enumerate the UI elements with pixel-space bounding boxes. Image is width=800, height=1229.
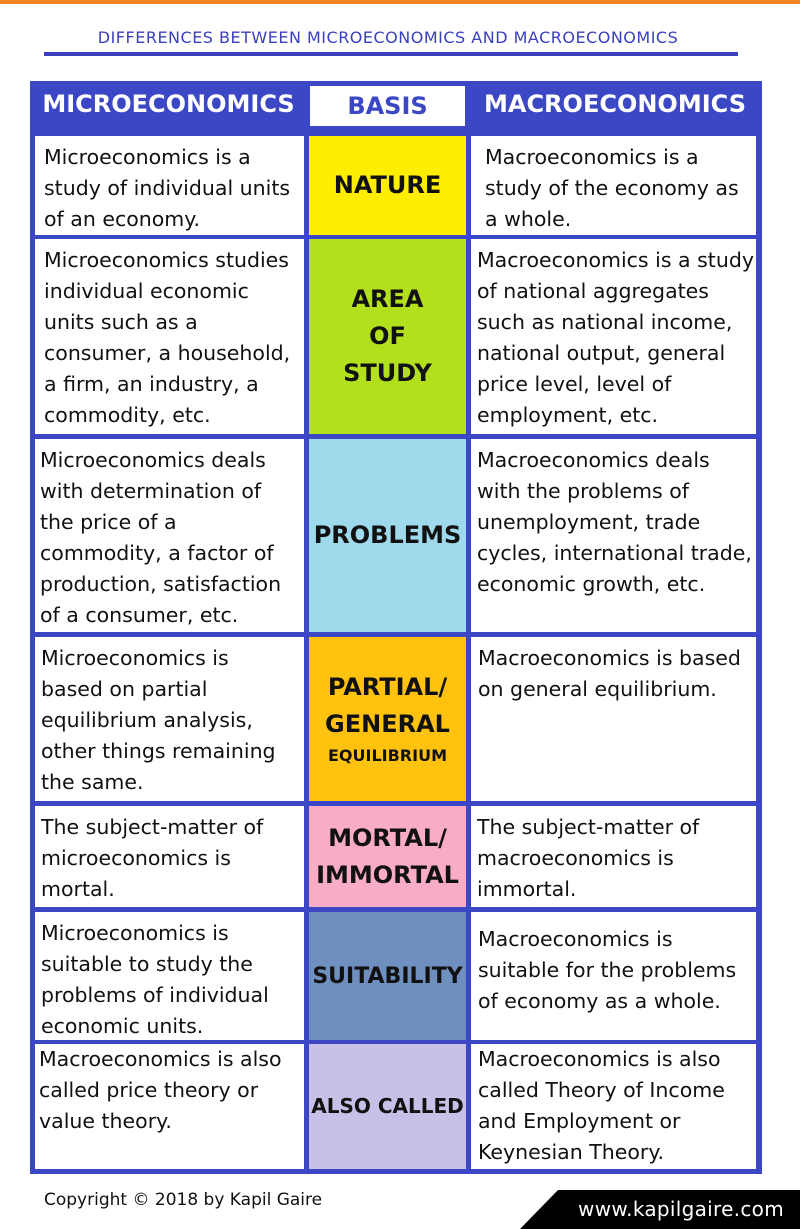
basis-cell-suitability <box>309 912 466 1040</box>
basis-cell-problems <box>309 439 466 632</box>
macro-cell-equilibrium: Macroeconomics is based on general equilibrium. <box>471 637 756 801</box>
macro-cell-nature: Macroeconomics is a study of the economy as a whole. <box>471 136 756 235</box>
basis-label-equilibrium: PARTIAL/ GENERAL <box>325 673 450 738</box>
macro-cell-area-of-study: Macroeconomics is a study of national aggregates such as national income, national output, general price level, level of employment, etc. <box>471 239 756 434</box>
macro-cell-suitability: Macroeconomics is suitable for the problems of economy as a whole. <box>471 912 756 1040</box>
basis-sublabel-equilibrium: EQUILIBRIUM <box>327 746 447 765</box>
basis-cell-mortal <box>309 806 466 907</box>
micro-cell-equilibrium: Microeconomics is based on partial equilibrium analysis, other things remaining the same. <box>35 637 304 801</box>
basis-label-also-called: ALSO CALLED <box>311 1094 464 1118</box>
page-title: DIFFERENCES BETWEEN MICROECONOMICS AND MACROECONOMICS <box>97 28 679 47</box>
micro-cell-also-called: Macroeconomics is also called price theory or value theory. <box>35 1044 304 1169</box>
micro-cell-suitability: Microeconomics is suitable to study the problems of individual economic units. <box>35 912 304 1040</box>
basis-label-area-of-study: AREA OF STUDY <box>343 285 432 387</box>
header-macroeconomics: MACROECONOMICS <box>483 90 746 118</box>
macro-cell-also-called: Macroeconomics is also called Theory of Income and Employment or Keynesian Theory. <box>471 1044 756 1169</box>
copyright-text: Copyright © 2018 by Kapil Gaire <box>44 1190 323 1210</box>
micro-cell-area-of-study: Microeconomics studies individual economic units such as a consumer, a household, a firm, an industry, a commodity, etc. <box>35 239 304 434</box>
basis-cell-also-called <box>309 1044 466 1169</box>
header-basis: BASIS <box>310 86 465 126</box>
micro-cell-mortal: The subject-matter of microeconomics is mortal. <box>35 806 304 907</box>
basis-label-nature: NATURE <box>333 171 442 199</box>
basis-cell-area-of-study <box>309 239 466 434</box>
basis-label-suitability: SUITABILITY <box>312 963 463 989</box>
website-link[interactable]: www.kapilgaire.com <box>578 1197 784 1221</box>
comparison-table <box>30 81 762 1174</box>
macro-cell-problems: Macroeconomics deals with the problems of unemployment, trade cycles, international trade, economic growth, etc. <box>471 439 756 632</box>
title-underline <box>44 52 738 56</box>
micro-cell-problems: Microeconomics deals with determination of the price of a commodity, a factor of production, satisfaction of a consumer, etc. <box>35 439 304 632</box>
macro-cell-mortal: The subject-matter of macroeconomics is immortal. <box>471 806 756 907</box>
basis-cell-equilibrium <box>309 637 466 801</box>
basis-label-problems: PROBLEMS <box>313 521 462 549</box>
header-microeconomics: MICROECONOMICS <box>42 90 295 118</box>
top-accent-strip <box>0 0 800 4</box>
micro-cell-nature: Microeconomics is a study of individual units of an economy. <box>35 136 304 235</box>
basis-cell-nature <box>309 136 466 235</box>
basis-label-mortal: MORTAL/ IMMORTAL <box>316 823 459 889</box>
